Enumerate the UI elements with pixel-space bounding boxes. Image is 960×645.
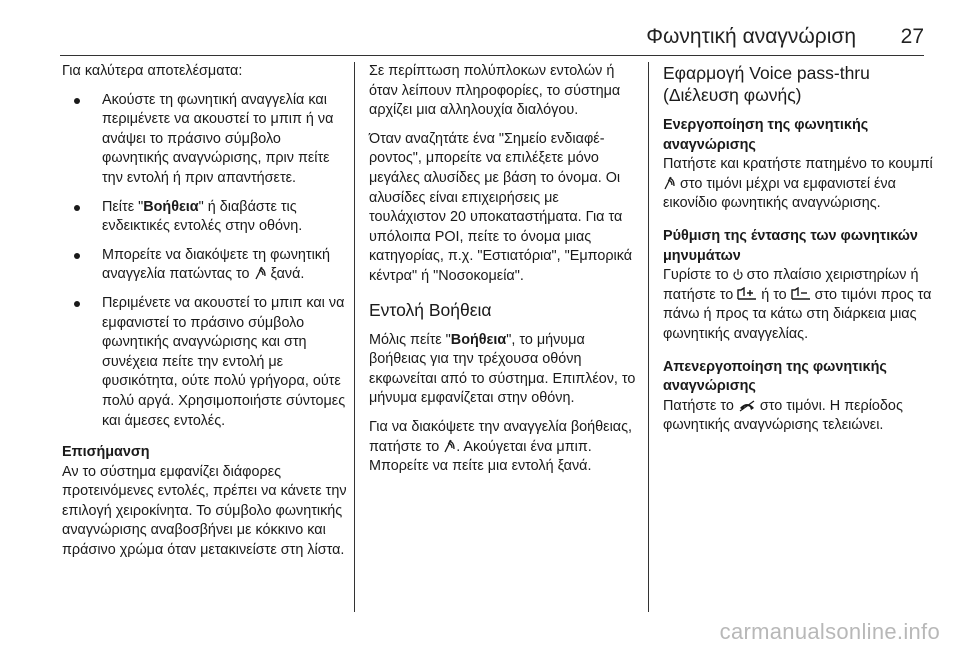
tips-list xyxy=(62,91,350,432)
subsection-title: Ρύθμιση της έντασης των φωνητικών μηνυμάτων xyxy=(663,227,918,264)
voice-icon xyxy=(663,175,676,190)
page-number: 27 xyxy=(900,25,924,48)
bullet-icon xyxy=(74,98,80,104)
subsection-text xyxy=(663,266,935,344)
subsection-title: Ενεργοποίηση της φωνητικής αναγνώρισης xyxy=(663,117,869,153)
note-text: Αν το σύστημα εμφανίζει διάφορες προτεινόμενες εντολές, πρέπει να κάνετε την επιλογή χειροκίνητα. Το σύμβολο φωνητικής αναγνώρισης αναβοσβήνει με κόκκινο και πράσινο χρώμα όταν μετακινείστε στη λίστα. xyxy=(62,463,347,559)
column-3 xyxy=(663,62,935,449)
section-volume xyxy=(663,227,935,345)
bullet-icon xyxy=(74,205,80,211)
volume-down-icon xyxy=(791,287,811,301)
help-keyword: Βοήθεια xyxy=(450,331,507,348)
section-heading: Εφαρμογή Voice pass-thru (Διέλευση φωνής) xyxy=(663,63,870,105)
paragraph-text: στο τιμόνι προς τα πάνω ή προς τα κάτω στη διάρκεια μιας φωνητικής αναγγελίας. xyxy=(663,286,932,342)
column-divider xyxy=(648,62,649,612)
page-title: Φωνητική αναγνώριση xyxy=(646,25,856,48)
column-1 xyxy=(62,62,350,561)
list-item-text: Μπορείτε να διακόψετε τη φωνητική αναγγελία πατώντας το xyxy=(102,246,330,283)
bullet-icon xyxy=(74,301,80,307)
paragraph-text: στο τιμόνι μέχρι να εμφανιστεί ένα εικονίδιο φωνητικής αναγνώρισης. xyxy=(663,175,896,212)
paragraph-text: Πατήστε το xyxy=(663,397,738,414)
paragraph-text: στο τιμόνι. Η περίοδος φωνητικής αναγνώρισης τελειώνει. xyxy=(663,397,903,434)
hang-up-icon xyxy=(738,400,756,412)
volume-up-icon xyxy=(737,287,757,301)
column-divider xyxy=(354,62,355,612)
list-item-text: Περιμένετε να ακουστεί το μπιπ και να εμφανιστεί το πράσινο σύμβολο φωνητικής αναγνώρισης και στη συνέχεια πείτε την εντολή με φυσικότητα, ούτε πολύ γρήγορα, ούτε πολύ αργά. Χρησιμοποιήστε σύντομες και άμεσες εντολές. xyxy=(102,294,346,429)
subsection-text xyxy=(663,397,935,436)
paragraph-text: Μόλις πείτε " xyxy=(369,331,451,348)
bullet-icon xyxy=(74,253,80,259)
list-item-text: ξανά. xyxy=(266,266,305,283)
paragraph-text: ή το xyxy=(757,286,791,303)
voice-icon xyxy=(254,265,267,280)
note-title: Επισήμανση xyxy=(62,444,150,461)
list-item xyxy=(62,91,350,189)
voice-icon xyxy=(443,438,456,453)
paragraph-text: Γυρίστε το xyxy=(663,267,733,284)
help-keyword: Βοήθεια xyxy=(143,198,199,215)
watermark: carmanualsonline.info xyxy=(719,619,940,644)
section-activate xyxy=(663,116,935,214)
section-heading: Εντολή Βοήθεια xyxy=(369,299,492,320)
subsection-title: Απενεργοποίηση της φωνητικής αναγνώρισης xyxy=(663,358,887,395)
paragraph-text: Πατήστε και κρατήστε πατημένο το κουμπί xyxy=(663,156,933,173)
paragraph: Όταν αναζητάτε ένα "Σημείο ενδιαφέροντος", μπορείτε να επιλέξετε μόνο μεγάλες αλυσίδες με βάση το όνομα. Οι αλυσίδες είναι επιχειρήσεις με τουλάχιστον 20 υποκαταστήματα. Για τα υπόλοιπα POI, πείτε το όνομα μιας κατηγορίας, π.χ. "Εστιατόρια", "Εμπορικά κέντρα" ή "Νοσοκομεία". xyxy=(369,130,633,284)
list-item xyxy=(62,198,350,237)
paragraph-text: . Ακούγεται ένα μπιπ. Μπορείτε να πείτε μια εντολή ξανά. xyxy=(369,438,592,475)
list-item-text: Ακούστε τη φωνητική αναγγελία και περιμένετε να ακουστεί το μπιπ ή να ανάψει το πράσινο σύμβολο φωνητικής αναγνώρισης, πριν πείτε την εντολή ή πριν απαντήσετε. xyxy=(102,91,334,186)
header-divider xyxy=(60,55,924,56)
paragraph-text: στο πλαίσιο χειριστηρίων ή πατήστε το xyxy=(663,267,919,303)
list-item-text: Πείτε " xyxy=(102,198,144,215)
paragraph: Σε περίπτωση πολύπλοκων εντολών ή όταν λείπουν πληροφορίες, το σύστημα αρχίζει μια αλληλουχία διαλόγου. xyxy=(369,63,621,119)
subsection-text xyxy=(663,155,935,214)
paragraph-text: Για να διακόψετε την αναγγελία βοήθειας, πατήστε το xyxy=(369,418,633,455)
list-item xyxy=(62,294,350,431)
intro-text: Για καλύτερα αποτελέσματα: xyxy=(62,63,243,79)
power-knob-icon xyxy=(733,268,743,281)
paragraph xyxy=(369,331,637,409)
page-header xyxy=(60,22,924,54)
note-block xyxy=(62,443,350,561)
list-item xyxy=(62,246,350,285)
list-item-text: " ή διαβάστε τις ενδεικτικές εντολές στην οθόνη. xyxy=(102,198,303,235)
section-deactivate xyxy=(663,358,935,436)
paragraph-text: ", το μήνυμα βοήθειας για την τρέχουσα οθόνη εκφωνείται από το σύστημα. Επιπλέον, το μήνυμα εμφανίζεται στην οθόνη. xyxy=(369,331,636,407)
paragraph xyxy=(369,418,637,477)
column-2 xyxy=(369,62,637,486)
